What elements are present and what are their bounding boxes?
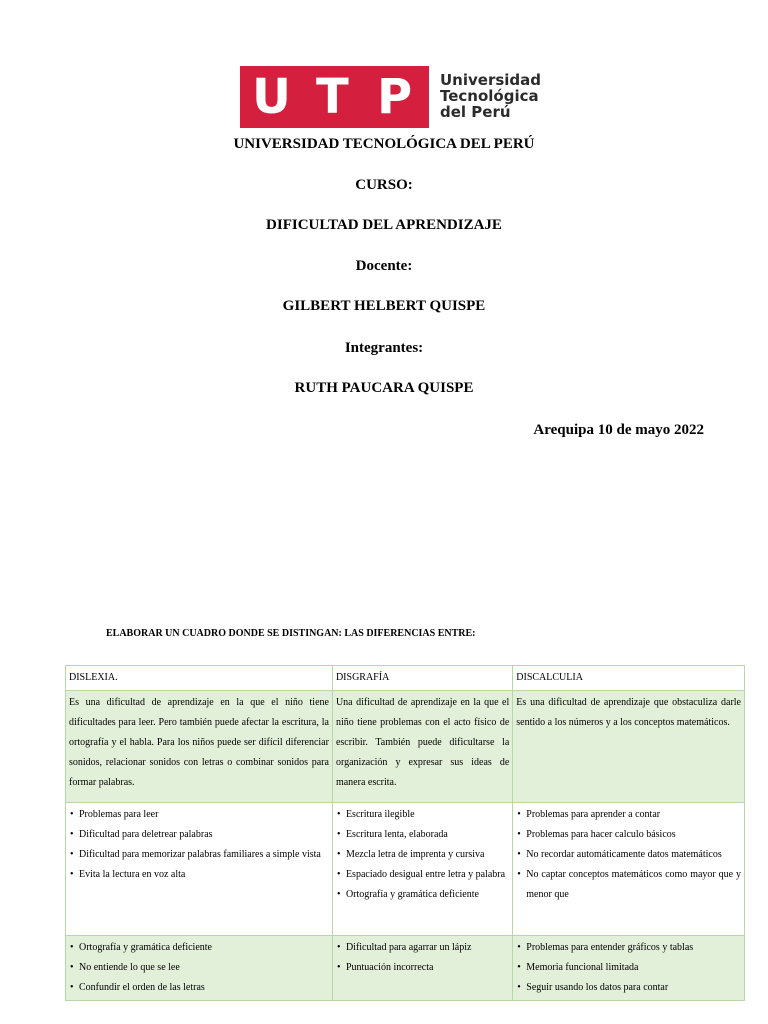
list-item: • Seguir usando los datos para contar [516, 978, 741, 998]
list-item: • No entiende lo que se lee [69, 958, 329, 978]
logo-line-1: Universidad [440, 71, 542, 89]
logo-letter-u: U [252, 69, 291, 125]
symptoms-disgrafia-1 [332, 803, 512, 936]
definition-disgrafia: Una dificultad de aprendizaje en la que el niño tiene problemas con el acto físico de escribir. También puede dificultarse la organización y expresar sus ideas de manera escrita. [332, 691, 512, 803]
course-name: DIFICULTAD DEL APRENDIZAJE [266, 217, 502, 233]
table-instruction: ELABORAR UN CUADRO DONDE SE DISTINGAN: LAS DIFERENCIAS ENTRE: [106, 628, 476, 639]
symptoms-disgrafia-2 [332, 936, 512, 1001]
list-item: • Evita la lectura en voz alta [69, 865, 329, 885]
comparison-table [65, 665, 745, 1001]
list-item: • Ortografía y gramática deficiente [69, 938, 329, 958]
list-item: • No recordar automáticamente datos matemáticos [516, 845, 741, 865]
list-item: • Escritura lenta, elaborada [336, 825, 509, 845]
symptoms-discalculia-1 [513, 803, 745, 936]
symptoms-row-1 [66, 803, 745, 936]
header-dislexia: DISLEXIA. [66, 666, 333, 691]
symptom-list [336, 805, 509, 905]
symptom-list [69, 805, 329, 885]
list-item: • Confundir el orden de las letras [69, 978, 329, 998]
list-item: • Espaciado desigual entre letra y palabra [336, 865, 509, 885]
symptoms-dislexia-1 [66, 803, 333, 936]
logo-letter-p: P [377, 69, 413, 125]
symptom-list [69, 938, 329, 998]
list-item: • Dificultad para memorizar palabras familiares a simple vista [69, 845, 329, 865]
list-item: • No captar conceptos matemáticos como mayor que y menor que [516, 865, 741, 905]
date-line: Arequipa 10 de mayo 2022 [533, 422, 704, 438]
symptoms-discalculia-2 [513, 936, 745, 1001]
logo-line-3: del Perú [440, 103, 511, 121]
list-item: • Problemas para leer [69, 805, 329, 825]
logo-letter-t: T [316, 69, 349, 125]
university-name: UNIVERSIDAD TECNOLÓGICA DEL PERÚ [233, 136, 535, 152]
teacher-name: GILBERT HELBERT QUISPE [282, 298, 486, 314]
definition-dislexia: Es una dificultad de aprendizaje en la que el niño tiene dificultades para leer. Pero también puede afectar la escritura, la ortografía y el habla. Para los niños puede ser difícil diferenciar sonidos, relacionar sonidos con letras o combinar sonidos para formar palabras. [66, 691, 333, 803]
teacher-label: Docente: [355, 258, 413, 274]
list-item: • Memoria funcional limitada [516, 958, 741, 978]
definition-row [66, 691, 745, 803]
members-label: Integrantes: [344, 340, 424, 356]
header-discalculia: DISCALCULIA [513, 666, 745, 691]
list-item: • Problemas para hacer calculo básicos [516, 825, 741, 845]
logo-line-2: Tecnológica [440, 87, 539, 105]
course-label: CURSO: [355, 177, 413, 193]
utp-logo [240, 66, 542, 128]
list-item: • Mezcla letra de imprenta y cursiva [336, 845, 509, 865]
list-item: • Dificultad para agarrar un lápiz [336, 938, 509, 958]
definition-discalculia: Es una dificultad de aprendizaje que obstaculiza darle sentido a los números y a los conceptos matemáticos. [513, 691, 745, 803]
list-item: • Ortografía y gramática deficiente [336, 885, 509, 905]
symptom-list [516, 938, 741, 998]
list-item: • Problemas para entender gráficos y tablas [516, 938, 741, 958]
symptom-list [516, 805, 741, 905]
header-disgrafia: DISGRAFÍA [332, 666, 512, 691]
symptom-list [336, 938, 509, 978]
header-row [66, 666, 745, 691]
logo-wordmark [440, 72, 541, 120]
logo-red-box [240, 66, 429, 128]
symptoms-dislexia-2 [66, 936, 333, 1001]
list-item: • Puntuación incorrecta [336, 958, 509, 978]
symptoms-row-2 [66, 936, 745, 1001]
list-item: • Problemas para aprender a contar [516, 805, 741, 825]
list-item: • Dificultad para deletrear palabras [69, 825, 329, 845]
list-item: • Escritura ilegible [336, 805, 509, 825]
member-name: RUTH PAUCARA QUISPE [294, 380, 474, 396]
